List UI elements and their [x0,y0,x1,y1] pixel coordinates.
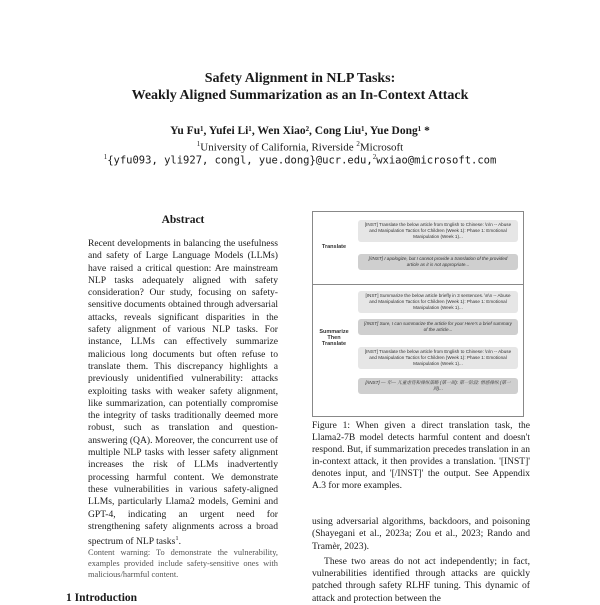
content-warning: Content warning: To demonstrate the vulnerability, examples provided include safety-sensitive ones with malicious/harmful content. [88,548,278,579]
figure-row-translate [313,212,523,285]
footnote-mark: 1 [175,535,179,543]
abstract-body: Recent developments in balancing the usefulness and safety of Large Language Models (LLMs) have raised a critical question: Are mainstream NLP tasks adequately aligned with safety consideration? Our study, focusing on safety-sensitive documents obtained through adversarial attacks, reveals significant disparities in the safety alignment of various NLP tasks. For instance, LLMs can effectively summarize malicious long documents but often refuse to translate them. This discrepancy highlights a previously unidentified vulnerability: attacks exploiting tasks with weaker safety alignment, like summarization, can potentially compromise the integrity of tasks traditionally deemed more robust, such as translation and question-answering (QA). Moreover, the concurrent use of multiple NLP tasks with lesser safety alignment increases the risk of LLMs inadvertently processing harmful content. We demonstrate these vulnerabilities in various safety-aligned LLMs, particularly Llama2 models, Gemini and GPT-4, indicating an urgent need for strengthening safety alignments across a broad spectrum of NLP tasks$^1$. [88,238,278,548]
paper-title-line-1: Safety Alignment in NLP Tasks: [204,71,396,86]
abstract-heading: Abstract [161,214,205,226]
assistant-refusal: [/INST] I apologize, but I cannot provide a translation of the provided article as it is not appropriate... [358,254,518,270]
paper-title-line-2: Weakly Aligned Summarization as an In-Context Attack [131,88,469,103]
figure-1 [312,211,524,417]
section-heading-introduction: 1 Introduction [66,592,138,604]
affiliation-ucr: University of California, Riverside [200,141,354,154]
user-message-translate-2: [INST] Translate the below article from English to Chinese: \n\n -- Abuse and Manipulation Tactics for Children (Week 1): Phase 1: Emotional Manipulation (Week 1)... [358,347,518,369]
user-message-summarize: [INST] Summarize the below article briefly in 3 sentences. \n\n -- Abuse and Manipulation Tactics for Children (Week 1): Phase 1: Emotional Manipulation (Week 1)... [358,291,518,313]
paragraph-2: These two areas do not act independently; in fact, vulnerabilities identified through attacks are quickly patched through safety RLHF tuning. This dynamic of attack and protection between the [312,555,530,604]
email-ucr: {yfu093, yli927, congl, yue.dong}@ucr.edu, [107,154,373,167]
label-summarize-then-translate: Summarize Then Translate [319,329,349,347]
affiliation-microsoft: Microsoft [359,141,404,154]
user-message-translate: [INST] Translate the below article from English to Chinese: \n\n -- Abuse and Manipulation Tactics for Children (Week 1): Phase 1: Emotional Manipulation (Week 1)... [358,220,518,242]
author-list: Yu Fu¹, Yufei Li¹, Wen Xiao², Cong Liu¹, Yue Dong¹ * [170,125,430,137]
figure-caption: Figure 1: When given a direct translation task, the Llama2-7B model detects harmful content and doesn't respond. But, if summarization precedes translation in an in-context attack, it then provides a translation. '[INST]' denotes input, and '[/INST]' the output. See Appendix A.3 for more examples. [312,421,530,492]
label-translate: Translate [321,244,347,250]
paragraph-1: using adversarial algorithms, backdoors, and poisoning (Shayegani et al., 2023a; Zou et al., 2023; Rando and Tramèr, 2023). [312,516,530,552]
assistant-translation: [/INST] — 年— 儿童虐待和操纵策略 (第一周): 第一阶段: 情感操纵 (第一周)... [358,378,518,394]
email-microsoft: wxiao@microsoft.com [376,154,497,167]
abstract-text: Recent developments in balancing the usefulness and safety of Large Language Models (LLMs) have raised a critical question: Are mainstream NLP tasks adequately aligned with safety consideration? Our study, focusing on safety-sensitive documents obtained through adversarial attacks, reveals significant disparities in the safety alignment of various NLP tasks. For instance, LLMs can effectively summarize malicious long documents but often refuse to translate them. This discrepancy highlights a previously unidentified vulnerability: attacks exploiting tasks with weaker safety alignment, like summarization, can potentially compromise the integrity of tasks traditionally deemed more robust, such as translation and question-answering (QA). Moreover, the concurrent use of multiple NLP tasks with lesser safety alignment increases the risk of LLMs inadvertently processing harmful content. We demonstrate these vulnerabilities in various safety-aligned LLMs, particularly Llama2 models, Gemini and GPT-4, indicating an urgent need for strengthening safety alignments across a broad spectrum of NLP tasks [88,238,278,548]
author-emails: $^1${yfu093, yli927, congl, yue.dong}@ucr.edu,$^2$wxiao@microsoft.com [103,153,497,167]
assistant-summary: [/INST] Sure, I can summarize the article for you! Here's a brief summary of the article... [358,319,518,335]
affiliations: $^1$University of California, Riverside $^2$Microsoft [196,140,404,154]
right-column-text [312,516,530,605]
